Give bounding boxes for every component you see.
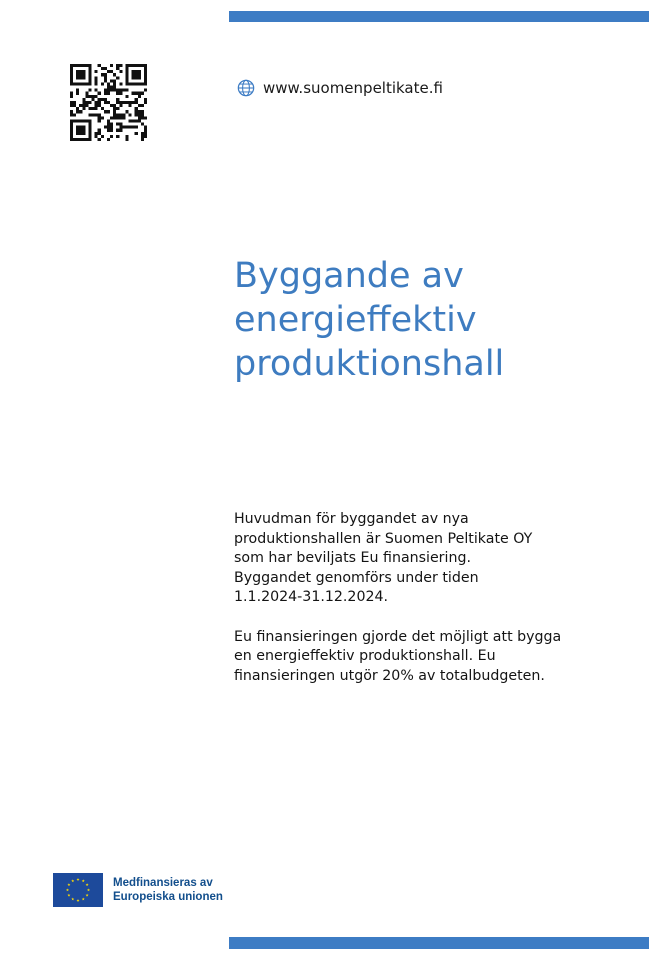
eu-funding-text — [113, 876, 223, 904]
title-line: produktionshall — [234, 344, 505, 384]
website-url[interactable]: www.suomenpeltikate.fi — [263, 79, 443, 97]
body-line: 1.1.2024-31.12.2024. — [234, 589, 389, 606]
body-line: Byggandet genomförs under tiden — [234, 569, 479, 586]
top-accent-bar — [229, 11, 649, 22]
body-line: Huvudman för byggandet av nya — [234, 511, 469, 527]
globe-icon — [237, 79, 255, 97]
eu-text-line: Medfinansieras av — [113, 877, 213, 889]
eu-text-line: Europeiska unionen — [113, 891, 223, 903]
website-link[interactable] — [237, 79, 443, 97]
eu-funding-badge — [53, 873, 223, 907]
body-line: som har beviljats Eu finansiering. — [234, 550, 471, 567]
bottom-accent-bar — [229, 937, 649, 949]
body-line: en energieffektiv produktionshall. Eu — [234, 648, 496, 665]
paragraph-gap — [234, 608, 634, 628]
body-line: produktionshallen är Suomen Peltikate OY — [234, 530, 533, 547]
body-line: finansieringen utgör 20% av totalbudgeten. — [234, 667, 545, 684]
body-line: Eu finansieringen gjorde det möjligt att bygga — [234, 628, 562, 645]
eu-flag-icon — [53, 873, 103, 907]
qr-code-icon[interactable] — [70, 64, 147, 141]
body-text — [234, 510, 634, 686]
page-title — [234, 254, 634, 386]
title-line: Byggande av — [234, 256, 464, 296]
title-line: energieffektiv — [234, 300, 477, 340]
